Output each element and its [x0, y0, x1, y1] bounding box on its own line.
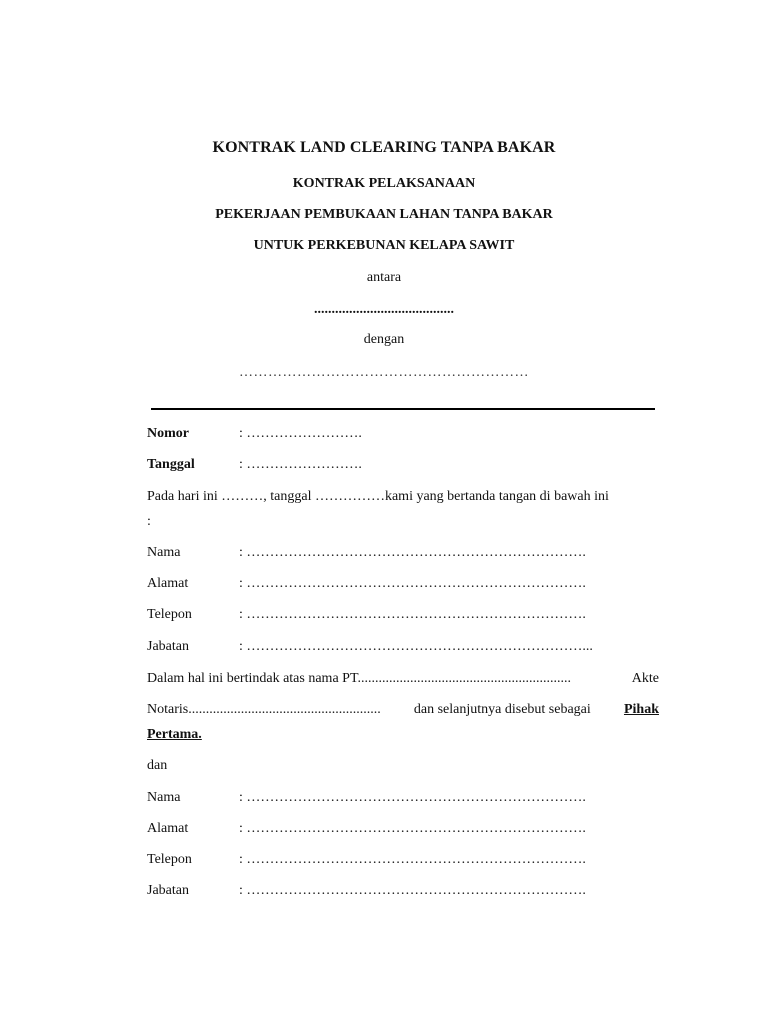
party2-nama-value: : ………………………………………………………………. — [239, 790, 586, 805]
party2-nama-label: Nama — [147, 790, 181, 805]
party1-blank: ........................................ — [314, 302, 454, 317]
party2-jabatan-value: : ………………………………………………………………. — [239, 883, 586, 898]
tanggal-value: : ……………………. — [239, 457, 362, 472]
party1-nama-label: Nama — [147, 545, 181, 560]
dan-text: dan — [147, 758, 168, 773]
document-subtitle-3: UNTUK PERKEBUNAN KELAPA SAWIT — [253, 238, 515, 253]
party2-blank: …………………………………………………… — [239, 365, 529, 380]
statement-notaris-text: Notaris....................................................... — [147, 702, 381, 717]
document-title: KONTRAK LAND CLEARING TANPA BAKAR — [212, 139, 556, 156]
antara-text: antara — [366, 270, 402, 285]
document-subtitle-2: PEKERJAAN PEMBUKAAN LAHAN TANPA BAKAR — [215, 207, 553, 222]
statement-disebut-text: dan selanjutnya disebut sebagai — [413, 702, 591, 717]
party2-alamat-value: : ………………………………………………………………. — [239, 821, 586, 836]
party2-telepon-value: : ………………………………………………………………. — [239, 852, 586, 867]
statement-akte-text: Akte — [631, 671, 659, 686]
statement-pt-text: Dalam hal ini bertindak atas nama PT............................................................. — [147, 671, 571, 686]
intro-line-1: Pada hari ini ………, tanggal ……………kami yang bertanda tangan di bawah ini — [147, 489, 609, 504]
party1-jabatan-value: : ………………………………………………………………... — [239, 639, 593, 654]
statement-pertama-text: Pertama. — [147, 727, 202, 742]
party1-telepon-label: Telepon — [147, 607, 192, 622]
party2-telepon-label: Telepon — [147, 852, 192, 867]
party1-nama-value: : ………………………………………………………………. — [239, 545, 586, 560]
party1-statement-line-3 — [147, 727, 659, 743]
party1-alamat-label: Alamat — [147, 576, 189, 591]
party1-telepon-value: : ………………………………………………………………. — [239, 607, 586, 622]
party2-alamat-label: Alamat — [147, 821, 189, 836]
dengan-text: dengan — [363, 332, 405, 347]
party1-statement-line-2 — [147, 702, 659, 718]
party1-jabatan-label: Jabatan — [147, 639, 189, 654]
party2-jabatan-label: Jabatan — [147, 883, 189, 898]
intro-line-2: : — [147, 514, 151, 529]
nomor-label: Nomor — [147, 426, 189, 441]
statement-pihak-text: Pihak — [623, 702, 659, 717]
party1-statement-line-1 — [147, 671, 659, 687]
document-subtitle-1: KONTRAK PELAKSANAAN — [292, 176, 476, 191]
party1-alamat-value: : ………………………………………………………………. — [239, 576, 586, 591]
nomor-value: : ……………………. — [239, 426, 362, 441]
tanggal-label: Tanggal — [147, 457, 195, 472]
horizontal-divider — [151, 408, 655, 410]
